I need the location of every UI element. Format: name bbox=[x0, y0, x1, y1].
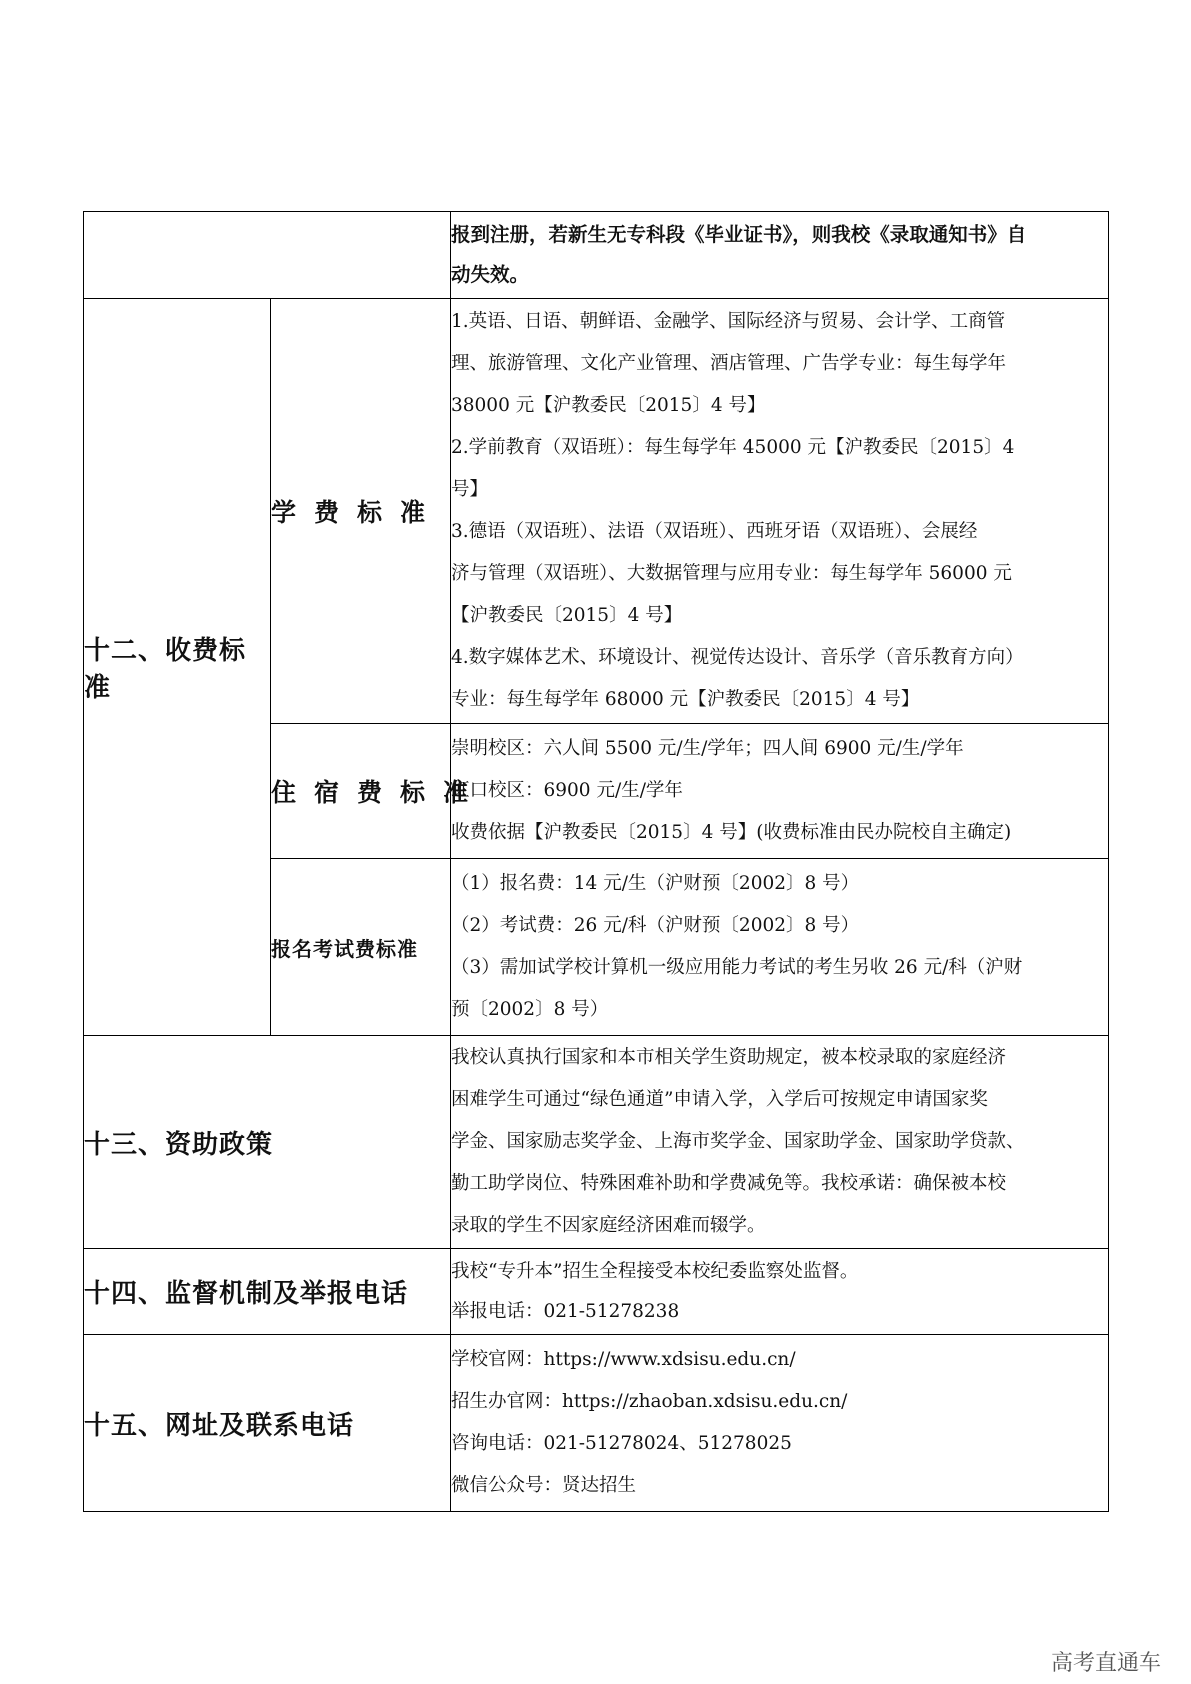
aid-line: 学金、国家励志奖学金、上海市奖学金、国家助学金、国家助学贷款、 bbox=[451, 1131, 1025, 1152]
aid-line: 勤工助学岗位、特殊困难补助和学费减免等。我校承诺：确保被本校 bbox=[451, 1173, 1007, 1194]
subsection-label-tuition: 学费标准 bbox=[271, 299, 451, 724]
blank-cell bbox=[84, 212, 451, 299]
contact-line-phone: 咨询电话：021-51278024、51278025 bbox=[451, 1433, 792, 1454]
dorm-line: 崇明校区：六人间 5500 元/生/学年；四人间 6900 元/生/学年 bbox=[451, 738, 964, 759]
dorm-line: 收费依据【沪教委民〔2015〕4 号】(收费标准由民办院校自主确定) bbox=[451, 822, 1012, 843]
table-row-intro bbox=[84, 212, 1109, 299]
supervision-line: 我校“专升本”招生全程接受本校纪委监察处监督。 bbox=[451, 1260, 859, 1282]
aid-line: 我校认真执行国家和本市相关学生资助规定，被本校录取的家庭经济 bbox=[451, 1047, 1007, 1068]
tuition-line: 38000 元【沪教委民〔2015〕4 号】 bbox=[451, 395, 766, 416]
admissions-info-table bbox=[83, 211, 1109, 1512]
section-title-contact: 十五、网址及联系电话 bbox=[84, 1335, 451, 1512]
table-row-contact bbox=[84, 1335, 1109, 1512]
section-title-supervision: 十四、监督机制及举报电话 bbox=[84, 1249, 451, 1335]
contact-line-admissions-site: 招生办官网：https://zhaoban.xdsisu.edu.cn/ bbox=[451, 1391, 848, 1412]
section-title-aid: 十三、资助政策 bbox=[84, 1036, 451, 1249]
dorm-content bbox=[451, 724, 1109, 859]
subsection-label-exam: 报名考试费标准 bbox=[271, 859, 451, 1036]
supervision-line: 举报电话：021-51278238 bbox=[451, 1300, 680, 1322]
table-row-supervision bbox=[84, 1249, 1109, 1335]
tuition-line: 1.英语、日语、朝鲜语、金融学、国际经济与贸易、会计学、工商管 bbox=[451, 311, 1006, 332]
watermark: 高考直通车 bbox=[1050, 1651, 1161, 1676]
exam-line: （3）需加试学校计算机一级应用能力考试的考生另收 26 元/科（沪财 bbox=[451, 957, 1023, 978]
tuition-line: 济与管理（双语班）、大数据管理与应用专业：每生每学年 56000 元 bbox=[451, 563, 1012, 584]
tuition-line: 3.德语（双语班）、法语（双语班）、西班牙语（双语班）、会展经 bbox=[451, 521, 978, 542]
section-title-fees: 十二、收费标准 bbox=[84, 299, 271, 1036]
contact-content bbox=[451, 1335, 1109, 1512]
intro-line: 动失效。 bbox=[451, 263, 530, 286]
exam-line: （2）考试费：26 元/科（沪财预〔2002〕8 号） bbox=[451, 915, 860, 936]
exam-line: 预〔2002〕8 号） bbox=[451, 999, 609, 1020]
exam-line: （1）报名费：14 元/生（沪财预〔2002〕8 号） bbox=[451, 873, 860, 894]
aid-line: 录取的学生不因家庭经济困难而辍学。 bbox=[451, 1215, 766, 1236]
tuition-line: 2.学前教育（双语班）：每生每学年 45000 元【沪教委民〔2015〕4 bbox=[451, 437, 1015, 458]
tuition-line: 【沪教委民〔2015〕4 号】 bbox=[451, 605, 683, 626]
tuition-line: 专业：每生每学年 68000 元【沪教委民〔2015〕4 号】 bbox=[451, 689, 920, 710]
subsection-label-dorm: 住宿费标准 bbox=[271, 724, 451, 859]
aid-line: 困难学生可通过“绿色通道”申请入学，入学后可按规定申请国家奖 bbox=[451, 1089, 988, 1110]
tuition-line: 4.数字媒体艺术、环境设计、视觉传达设计、音乐学（音乐教育方向） bbox=[451, 647, 1024, 668]
table-row-tuition bbox=[84, 299, 1109, 724]
exam-content bbox=[451, 859, 1109, 1036]
contact-line-website: 学校官网：https://www.xdsisu.edu.cn/ bbox=[451, 1349, 796, 1370]
aid-content bbox=[451, 1036, 1109, 1249]
table-row-aid bbox=[84, 1036, 1109, 1249]
tuition-line: 理、旅游管理、文化产业管理、酒店管理、广告学专业：每生每学年 bbox=[451, 353, 1007, 374]
dorm-line: 虹口校区：6900 元/生/学年 bbox=[451, 780, 683, 801]
intro-line: 报到注册，若新生无专科段《毕业证书》，则我校《录取通知书》自 bbox=[451, 223, 1027, 246]
intro-content bbox=[451, 212, 1109, 299]
tuition-line: 号】 bbox=[451, 479, 489, 500]
contact-line-wechat: 微信公众号：贤达招生 bbox=[451, 1475, 637, 1496]
supervision-content bbox=[451, 1249, 1109, 1335]
tuition-content bbox=[451, 299, 1109, 724]
